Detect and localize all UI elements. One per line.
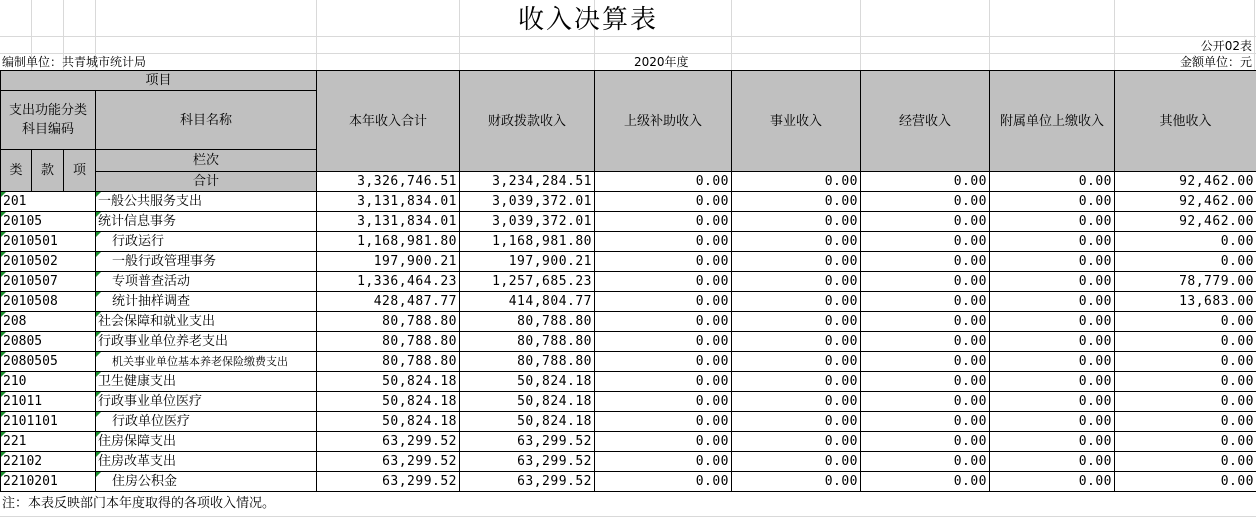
- row-value-6: 0.00: [990, 352, 1115, 372]
- row-value-5: 0.00: [861, 392, 990, 412]
- header-col-6: 附属单位上缴收入: [990, 71, 1115, 172]
- header-col-4: 事业收入: [732, 71, 861, 172]
- row-code: 201: [1, 192, 96, 212]
- table-row: [1, 312, 1256, 332]
- row-value-5: 0.00: [861, 312, 990, 332]
- table-row: [1, 232, 1256, 252]
- row-value-7: 0.00: [1115, 392, 1256, 412]
- row-value-2: 80,788.80: [460, 352, 595, 372]
- row-value-6: 0.00: [990, 432, 1115, 452]
- table-row: [1, 412, 1256, 432]
- row-value-7: 0.00: [1115, 372, 1256, 392]
- row-value-2: 50,824.18: [460, 392, 595, 412]
- row-name: 行政单位医疗: [96, 412, 317, 432]
- row-value-1: 80,788.80: [317, 332, 460, 352]
- row-value-4: 0.00: [732, 212, 861, 232]
- row-name: 住房改革支出: [96, 452, 317, 472]
- row-value-6: 0.00: [990, 412, 1115, 432]
- row-code: 2101101: [1, 412, 96, 432]
- row-code: 2010508: [1, 292, 96, 312]
- row-value-4: 0.00: [732, 232, 861, 252]
- compiling-unit: 编制单位：共青城市统计局: [2, 55, 147, 69]
- row-code: 210: [1, 372, 96, 392]
- row-value-3: 0.00: [595, 412, 732, 432]
- row-value-7: 92,462.00: [1115, 212, 1256, 232]
- row-value-4: 0.00: [732, 272, 861, 292]
- row-name: 卫生健康支出: [96, 372, 317, 392]
- row-value-7: 0.00: [1115, 452, 1256, 472]
- row-value-6: 0.00: [990, 192, 1115, 212]
- total-value-5: 0.00: [861, 172, 990, 192]
- row-value-7: 0.00: [1115, 252, 1256, 272]
- row-value-3: 0.00: [595, 392, 732, 412]
- row-value-3: 0.00: [595, 252, 732, 272]
- row-code: 2210201: [1, 472, 96, 492]
- row-value-5: 0.00: [861, 332, 990, 352]
- row-value-4: 0.00: [732, 392, 861, 412]
- row-value-6: 0.00: [990, 312, 1115, 332]
- table-row: [1, 472, 1256, 492]
- row-value-6: 0.00: [990, 332, 1115, 352]
- row-value-7: 78,779.00: [1115, 272, 1256, 292]
- total-value-3: 0.00: [595, 172, 732, 192]
- row-value-4: 0.00: [732, 432, 861, 452]
- row-value-1: 50,824.18: [317, 392, 460, 412]
- row-code: 21011: [1, 392, 96, 412]
- row-code: 20805: [1, 332, 96, 352]
- row-name: 行政事业单位养老支出: [96, 332, 317, 352]
- row-value-5: 0.00: [861, 232, 990, 252]
- row-value-4: 0.00: [732, 252, 861, 272]
- currency-unit: 金额单位：元: [1179, 55, 1252, 69]
- row-value-5: 0.00: [861, 352, 990, 372]
- row-value-5: 0.00: [861, 272, 990, 292]
- row-value-7: 0.00: [1115, 472, 1256, 492]
- row-value-3: 0.00: [595, 432, 732, 452]
- header-heji: 合计: [96, 172, 317, 192]
- row-value-4: 0.00: [732, 352, 861, 372]
- total-value-4: 0.00: [732, 172, 861, 192]
- row-value-1: 80,788.80: [317, 352, 460, 372]
- row-value-1: 1,336,464.23: [317, 272, 460, 292]
- row-name: 统计信息事务: [96, 212, 317, 232]
- row-name: 住房保障支出: [96, 432, 317, 452]
- row-value-4: 0.00: [732, 292, 861, 312]
- header-col-7: 其他收入: [1115, 71, 1256, 172]
- row-value-3: 0.00: [595, 352, 732, 372]
- row-value-2: 63,299.52: [460, 472, 595, 492]
- row-value-4: 0.00: [732, 412, 861, 432]
- row-value-2: 1,168,981.80: [460, 232, 595, 252]
- fiscal-year: 2020年度: [634, 55, 689, 69]
- row-value-2: 63,299.52: [460, 452, 595, 472]
- header-col-1: 本年收入合计: [317, 71, 460, 172]
- row-value-2: 3,039,372.01: [460, 192, 595, 212]
- row-value-3: 0.00: [595, 332, 732, 352]
- row-code: 2080505: [1, 352, 96, 372]
- row-code: 22102: [1, 452, 96, 472]
- row-value-5: 0.00: [861, 252, 990, 272]
- row-value-2: 414,804.77: [460, 292, 595, 312]
- row-value-4: 0.00: [732, 192, 861, 212]
- grid-bottom: [0, 516, 1256, 517]
- row-value-3: 0.00: [595, 292, 732, 312]
- row-value-7: 0.00: [1115, 432, 1256, 452]
- row-value-5: 0.00: [861, 372, 990, 392]
- footnote: 注：本表反映部门本年度取得的各项收入情况。: [2, 496, 276, 511]
- header-item: 项目: [1, 71, 317, 91]
- row-value-1: 63,299.52: [317, 452, 460, 472]
- row-value-1: 197,900.21: [317, 252, 460, 272]
- table-row: [1, 192, 1256, 212]
- row-value-6: 0.00: [990, 372, 1115, 392]
- row-value-1: 3,131,834.01: [317, 192, 460, 212]
- row-value-5: 0.00: [861, 292, 990, 312]
- row-value-3: 0.00: [595, 312, 732, 332]
- row-value-3: 0.00: [595, 232, 732, 252]
- row-value-5: 0.00: [861, 432, 990, 452]
- row-value-7: 13,683.00: [1115, 292, 1256, 312]
- header-xiang: 项: [64, 150, 96, 192]
- row-value-7: 0.00: [1115, 232, 1256, 252]
- row-name: 行政运行: [96, 232, 317, 252]
- row-name: 机关事业单位基本养老保险缴费支出: [96, 352, 317, 372]
- row-name: 社会保障和就业支出: [96, 312, 317, 332]
- row-value-3: 0.00: [595, 272, 732, 292]
- row-value-6: 0.00: [990, 212, 1115, 232]
- total-value-7: 92,462.00: [1115, 172, 1256, 192]
- row-value-4: 0.00: [732, 312, 861, 332]
- row-value-6: 0.00: [990, 232, 1115, 252]
- report-title: 收入决算表: [517, 5, 658, 35]
- header-col-2: 财政拨款收入: [460, 71, 595, 172]
- row-code: 221: [1, 432, 96, 452]
- row-value-1: 63,299.52: [317, 472, 460, 492]
- header-kuan: 款: [32, 150, 64, 192]
- row-value-3: 0.00: [595, 212, 732, 232]
- row-value-1: 428,487.77: [317, 292, 460, 312]
- row-value-4: 0.00: [732, 372, 861, 392]
- table-row: [1, 372, 1256, 392]
- row-value-1: 50,824.18: [317, 412, 460, 432]
- row-value-5: 0.00: [861, 412, 990, 432]
- row-value-2: 1,257,685.23: [460, 272, 595, 292]
- row-code: 2010507: [1, 272, 96, 292]
- header-lanci: 栏次: [96, 150, 317, 172]
- row-value-7: 0.00: [1115, 412, 1256, 432]
- header-func-code: 支出功能分类科目编码: [1, 91, 96, 150]
- row-value-2: 197,900.21: [460, 252, 595, 272]
- row-value-1: 3,131,834.01: [317, 212, 460, 232]
- row-value-2: 50,824.18: [460, 372, 595, 392]
- row-value-6: 0.00: [990, 272, 1115, 292]
- row-name: 统计抽样调查: [96, 292, 317, 312]
- row-value-7: 0.00: [1115, 332, 1256, 352]
- header-col-3: 上级补助收入: [595, 71, 732, 172]
- row-value-1: 1,168,981.80: [317, 232, 460, 252]
- row-value-3: 0.00: [595, 472, 732, 492]
- row-value-2: 80,788.80: [460, 312, 595, 332]
- row-value-6: 0.00: [990, 392, 1115, 412]
- header-col-5: 经营收入: [861, 71, 990, 172]
- income-table: [0, 70, 1256, 492]
- row-value-7: 0.00: [1115, 312, 1256, 332]
- table-row: [1, 352, 1256, 372]
- row-value-2: 80,788.80: [460, 332, 595, 352]
- row-value-4: 0.00: [732, 452, 861, 472]
- row-value-3: 0.00: [595, 192, 732, 212]
- row-value-5: 0.00: [861, 472, 990, 492]
- row-value-3: 0.00: [595, 452, 732, 472]
- row-value-6: 0.00: [990, 292, 1115, 312]
- table-row: [1, 432, 1256, 452]
- total-value-1: 3,326,746.51: [317, 172, 460, 192]
- table-row: [1, 392, 1256, 412]
- table-row: [1, 252, 1256, 272]
- row-value-2: 50,824.18: [460, 412, 595, 432]
- row-value-4: 0.00: [732, 332, 861, 352]
- row-value-5: 0.00: [861, 452, 990, 472]
- row-value-2: 63,299.52: [460, 432, 595, 452]
- row-value-5: 0.00: [861, 192, 990, 212]
- row-value-1: 63,299.52: [317, 432, 460, 452]
- row-value-3: 0.00: [595, 372, 732, 392]
- row-value-6: 0.00: [990, 452, 1115, 472]
- table-row: [1, 272, 1256, 292]
- row-code: 2010501: [1, 232, 96, 252]
- total-value-2: 3,234,284.51: [460, 172, 595, 192]
- table-row: [1, 332, 1256, 352]
- row-value-6: 0.00: [990, 252, 1115, 272]
- row-value-7: 92,462.00: [1115, 192, 1256, 212]
- row-value-7: 0.00: [1115, 352, 1256, 372]
- row-name: 一般行政管理事务: [96, 252, 317, 272]
- table-row: [1, 452, 1256, 472]
- row-value-5: 0.00: [861, 212, 990, 232]
- header-lei: 类: [1, 150, 32, 192]
- row-name: 专项普查活动: [96, 272, 317, 292]
- row-value-2: 3,039,372.01: [460, 212, 595, 232]
- row-name: 一般公共服务支出: [96, 192, 317, 212]
- row-value-6: 0.00: [990, 472, 1115, 492]
- header-name: 科目名称: [96, 91, 317, 150]
- row-value-4: 0.00: [732, 472, 861, 492]
- row-name: 住房公积金: [96, 472, 317, 492]
- row-value-1: 50,824.18: [317, 372, 460, 392]
- total-value-6: 0.00: [990, 172, 1115, 192]
- form-number: 公开02表: [1200, 39, 1252, 53]
- table-row: [1, 292, 1256, 312]
- row-code: 208: [1, 312, 96, 332]
- table-row: [1, 212, 1256, 232]
- row-name: 行政事业单位医疗: [96, 392, 317, 412]
- row-code: 2010502: [1, 252, 96, 272]
- row-code: 20105: [1, 212, 96, 232]
- row-value-1: 80,788.80: [317, 312, 460, 332]
